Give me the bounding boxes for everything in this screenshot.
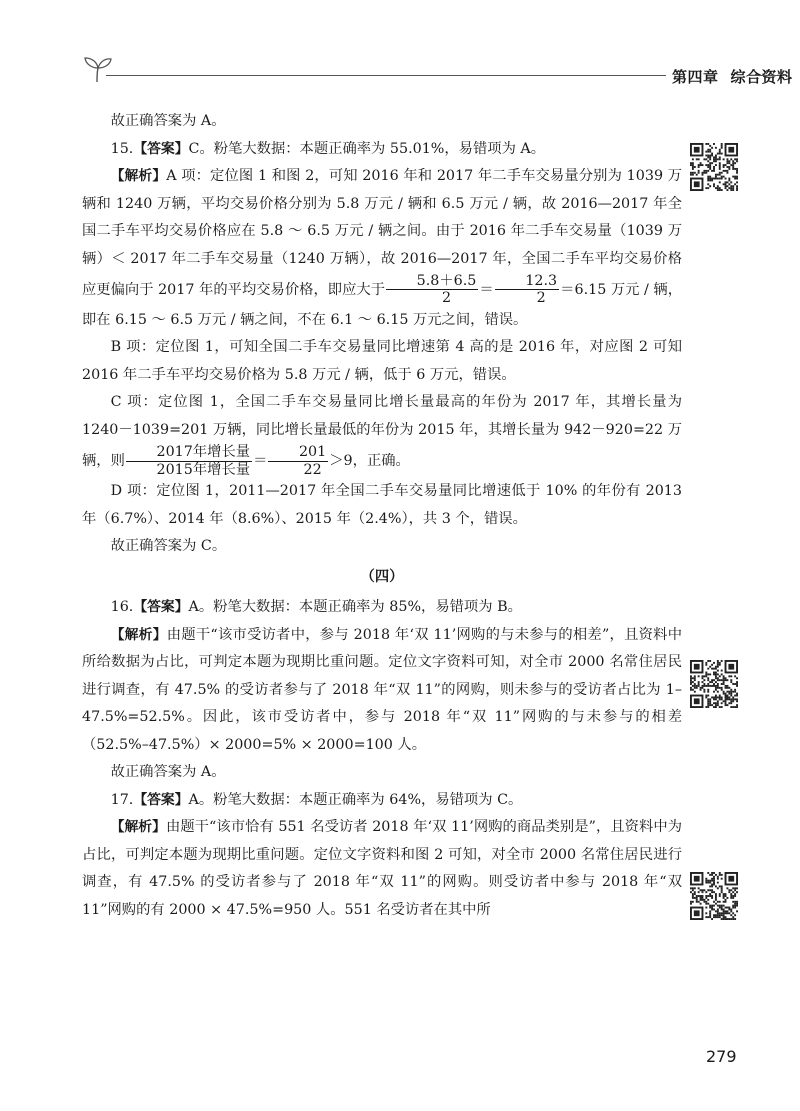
qr-pattern — [690, 872, 738, 920]
answer-text: C。粉笔大数据：本题正确率为 55.01%，易错项为 A。 — [188, 140, 546, 157]
paragraph: 故正确答案为 A。 — [110, 113, 226, 129]
q17-analysis — [82, 814, 682, 924]
fraction — [126, 444, 252, 478]
fraction-denominator: 22 — [303, 461, 322, 478]
q15-analysis-b: B 项：定位图 1，可知全国二手车交易量同比增速第 4 高的是 2016 年，对应图 2 可知 2016 年二手车平均交易价格为 5.8 万元 / 辆，低于 6 万元，错误。 — [82, 339, 682, 383]
fraction-numerator: 5.8＋6.5 — [386, 273, 478, 290]
q16-answer — [82, 594, 682, 622]
fraction — [386, 273, 478, 307]
sprout-icon — [80, 54, 114, 84]
fraction-numerator: 201 — [268, 444, 328, 461]
q16-conclusion: 故正确答案为 A。 — [110, 764, 226, 781]
equals-sign: ＝ — [479, 281, 494, 298]
chapter-number: 第四章 — [672, 68, 719, 86]
q15-conclusion: 故正确答案为 C。 — [110, 538, 227, 555]
header-rule-end — [748, 75, 778, 76]
analysis-text: 由题干“该市受访者中，参与 2018 年‘双 11’网购的与未参与的相差”，且资料中所给数据为占比，可判定本题为现期比重问题。定位文字资料可知，对全市 2000 名常住居民进行调查，有 47.5% 的受访者参与了 2018 年“双 11”的网购，则未参与的受访者占比为 1–47.5%=52.5%。因此，该市受访者中，参与 2018 年“双 11”网购的与未参与的相差（52.5%–47.5%）× 2000=5% × 2000=100 人。 — [82, 626, 682, 753]
analysis-text: ＝6.15 万元 / 辆，即在 6.15 ～ 6.5 万元 / 辆之间，不在 6.1 ～ 6.15 万元之间，错误。 — [82, 281, 682, 328]
section-title: （四） — [360, 568, 404, 585]
page-header — [70, 48, 793, 88]
q15-analysis-c — [82, 389, 682, 478]
fraction-denominator: 2 — [441, 290, 452, 307]
analysis-text: C 项：定位图 1，全国二手车交易量同比增长量最高的年份为 2017 年，其增长量为 1240－1039=201 万辆，同比增长量最低的年份为 2015 年，其增长量为 942－920=22 万辆，则 — [82, 394, 682, 470]
analysis-label: 【解析】 — [110, 168, 167, 184]
chapter-heading — [672, 66, 793, 87]
fraction — [495, 273, 559, 307]
q15-analysis-a — [82, 163, 682, 334]
qr-code-icon[interactable] — [690, 660, 738, 708]
header-rule — [106, 75, 666, 76]
question-number: 16. — [110, 599, 134, 616]
fraction-numerator: 12.3 — [495, 273, 559, 290]
q15-analysis-d: D 项：定位图 1，2011—2017 年全国二手车交易量同比增速低于 10% 的年份有 2013 年（6.7%）、2014 年（8.6%）、2015 年（2.4%），共 3 个，错误。 — [82, 483, 682, 527]
qr-code-icon[interactable] — [690, 872, 738, 920]
page-number: 279 — [706, 1047, 737, 1066]
question-number: 17. — [110, 791, 134, 808]
fraction-denominator: 2015年增长量 — [156, 461, 251, 478]
answer-text: A。粉笔大数据：本题正确率为 85%，易错项为 B。 — [188, 599, 522, 616]
q15-answer — [82, 136, 682, 164]
fraction-denominator: 2 — [536, 290, 546, 307]
qr-pattern — [690, 660, 738, 708]
analysis-text: A 项：定位图 1 和图 2，可知 2016 年和 2017 年二手车交易量分别为 1039 万辆和 1240 万辆，平均交易价格分别为 5.8 万元 / 辆和 6.5 万元 / 辆，故 2016—2017 年全国二手车平均交易价格应在 5.8 ～ 6.5 万元 / 辆之间。由于 2016 年二手车交易量（1039 万辆）＜ 2017 年二手车交易量（1240 万辆），故 2016—2017 年，全国二手车平均交易价格应更偏向于 2017 年的平均交易价格，即应大于 — [82, 168, 682, 298]
analysis-text: 由题干“该市恰有 551 名受访者 2018 年‘双 11’网购的商品类别是”，且资料中为占比，可判定本题为现期比重问题。定位文字资料和图 2 可知，对全市 2000 名常住居民进行调查，有 47.5% 的受访者参与了 2018 年“双 11”的网购。则受访者中参与 2018 年“双 11”网购的有 2000 × 47.5%=950 人。551 名受访者在其中所 — [82, 819, 683, 918]
analysis-label: 【解析】 — [110, 819, 166, 836]
analysis-label: 【解析】 — [110, 626, 167, 643]
equals-sign: ＝ — [253, 453, 268, 470]
q16-analysis — [82, 622, 682, 760]
chapter-title: 综合资料 — [730, 68, 793, 86]
qr-pattern — [690, 143, 738, 191]
answer-label: 【答案】 — [133, 791, 189, 808]
fraction-numerator: 2017年增长量 — [126, 444, 252, 461]
analysis-text: ＞9，正确。 — [329, 453, 410, 470]
q17-answer — [82, 787, 682, 815]
answer-label: 【答案】 — [133, 140, 189, 157]
qr-code-icon[interactable] — [690, 143, 738, 191]
question-number: 15. — [110, 140, 134, 157]
answer-label: 【答案】 — [133, 599, 189, 616]
answer-text: A。粉笔大数据：本题正确率为 64%，易错项为 C。 — [188, 791, 523, 808]
page-content — [82, 108, 682, 924]
fraction — [268, 444, 328, 478]
